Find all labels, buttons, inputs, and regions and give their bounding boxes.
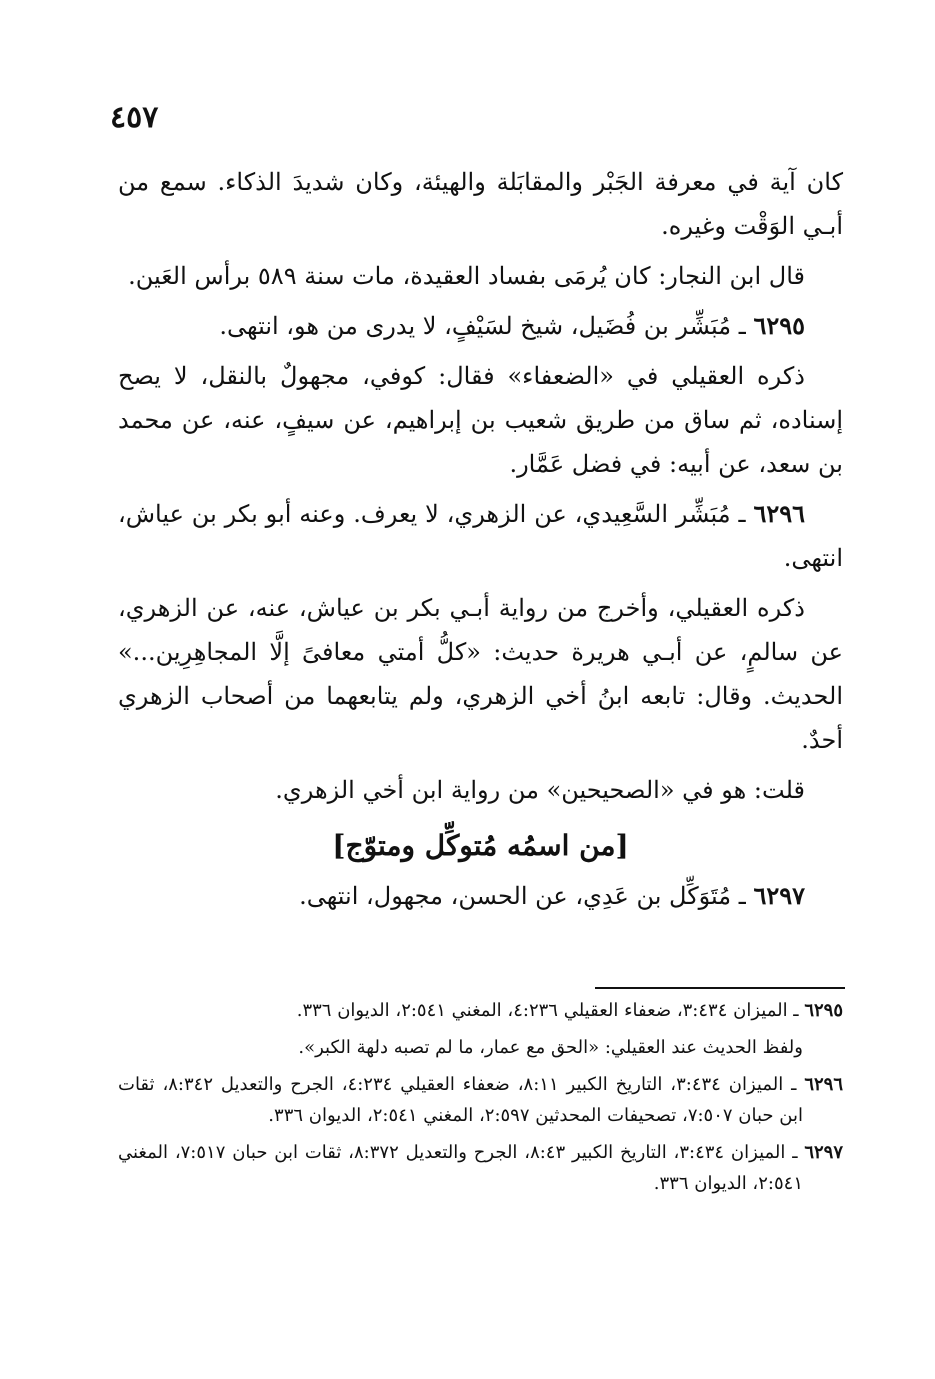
footnote-text: ـ الميزان ٣:٤٣٤، التاريخ الكبير ٨:٤٣، الجرح والتعديل ٨:٣٧٢، ثقات ابن حبان ٧:٥١٧، المغني ٢:٥٤١، الديوان ٣٣٦.: [118, 1142, 803, 1194]
paragraph: ذكره العقيلي في «الضعفاء» فقال: كوفي، مجهولٌ بالنقل، لا يصح إسناده، ثم ساق من طريق شعيب بن إبراهيم، عن سيفٍ، عنه، عن محمد بن سعد، عن أبيه: في فضل عَمَّار.: [118, 362, 843, 478]
entry-6296: [118, 492, 843, 580]
entry-number: ٦٢٩٦: [753, 499, 805, 528]
entry-text: ـ مُتَوَكِّل بن عَدِي، عن الحسن، مجهول، انتهى.: [299, 882, 746, 910]
entry-6297: [118, 874, 843, 918]
footnote-text: ـ الميزان ٣:٤٣٤، ضعفاء العقيلي ٤:٢٣٦، المغني ٢:٥٤١، الديوان ٣٣٦.: [296, 1000, 799, 1021]
entry-text: ـ مُبَشِّر بن فُضَيل، شيخ لسَيْفٍ، لا يدرى من هو، انتهى.: [219, 312, 746, 340]
footnote-number: ٦٢٩٧: [804, 1142, 843, 1163]
footnote-6295: [118, 995, 843, 1026]
paragraph: قلت: هو في «الصحيحين» من رواية ابن أخي الزهري.: [275, 776, 805, 804]
footnote-6296: [118, 1069, 843, 1131]
entry-number: ٦٢٩٥: [753, 311, 805, 340]
paragraph: ذكره العقيلي، وأخرج من رواية أبـي بكر بن عياش، عنه، عن الزهري، عن سالمٍ، عن أبـي هريرة حديث: «كلُّ أمتي معافىً إلَّا المجاهِرِين...» الحديث. وقال: تابعه ابنُ أخي الزهري، ولم يتابعهما من أصحاب الزهري أحدٌ.: [118, 594, 843, 754]
footnote-divider: [595, 987, 845, 989]
main-text: [118, 160, 843, 924]
footnote-number: ٦٢٩٥: [804, 1000, 843, 1021]
paragraph: كان آية في معرفة الجَبْر والمقابَلة والهيئة، وكان شديدَ الذكاء. سمع من أبـي الوَقْت وغيره.: [118, 168, 843, 240]
footnote-text: ـ الميزان ٣:٤٣٤، التاريخ الكبير ٨:١١، ضعفاء العقيلي ٤:٢٣٤، الجرح والتعديل ٨:٣٤٢، ثقات ابن حبان ٧:٥٠٧، تصحيفات المحدثين ٢:٥٩٧، المغني ٢:٥٤١، الديوان ٣٣٦.: [118, 1074, 803, 1126]
entry-6295: [118, 304, 843, 348]
footnote-subtext: ولفظ الحديث عند العقيلي: «الحق مع عمار، ما لم تصبه دلهة الكبر».: [298, 1037, 803, 1058]
entry-number: ٦٢٩٧: [753, 881, 805, 910]
paragraph: قال ابن النجار: كان يُرمَى بفساد العقيدة، مات سنة ٥٨٩ برأس العَين.: [128, 262, 805, 290]
section-heading: [من اسمُه مُتوكِّل ومتوّج]: [332, 829, 629, 862]
page-number: ٤٥٧: [110, 100, 159, 135]
footnote-number: ٦٢٩٦: [804, 1074, 843, 1095]
footnote-6297: [118, 1137, 843, 1199]
entry-text: ـ مُبَشِّر السَّعِيدي، عن الزهري، لا يعرف. وعنه أبو بكر بن عياش، انتهى.: [118, 500, 843, 572]
footnotes: [118, 995, 843, 1205]
